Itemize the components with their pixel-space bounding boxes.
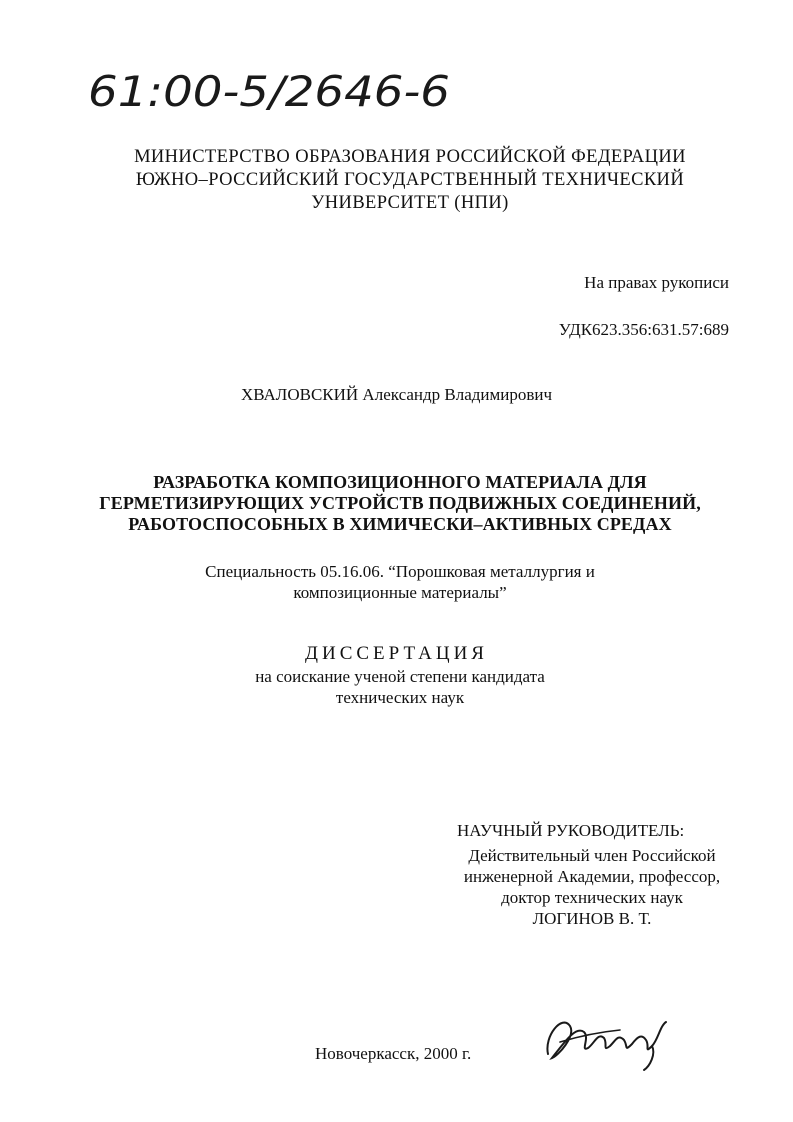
ministry-header: [80, 146, 740, 215]
signature: [540, 996, 690, 1076]
university-line: ЮЖНО–РОССИЙСКИЙ ГОСУДАРСТВЕННЫЙ ТЕХНИЧЕСКИЙ: [135, 170, 685, 190]
ministry-line: МИНИСТЕРСТВО ОБРАЗОВАНИЯ РОССИЙСКОЙ ФЕДЕРАЦИИ: [134, 147, 686, 167]
specialty-line: Специальность 05.16.06. “Порошковая металлургия и: [205, 562, 595, 581]
supervisor-details: [420, 845, 764, 929]
author-name: ХВАЛОВСКИЙ Александр Владимирович: [240, 385, 553, 404]
archive-number-text: 61:00-5/2646-6: [88, 67, 450, 116]
title-line: РАЗРАБОТКА КОМПОЗИЦИОННОГО МАТЕРИАЛА ДЛЯ: [153, 472, 647, 492]
supervisor-heading: НАУЧНЫЙ РУКОВОДИТЕЛЬ:: [457, 821, 685, 840]
degree-line: на соискание ученой степени кандидата: [255, 667, 545, 686]
supervisor-line: доктор технических наук: [501, 888, 683, 907]
specialty-line: композиционные материалы”: [293, 583, 507, 602]
city-year: Новочеркасск, 2000 г.: [315, 1044, 472, 1063]
degree-description: [150, 666, 650, 708]
specialty: [90, 561, 710, 603]
manuscript-rights: На правах рукописи: [584, 273, 729, 292]
supervisor-name: ЛОГИНОВ В. Т.: [532, 909, 652, 928]
title-line: ГЕРМЕТИЗИРУЮЩИХ УСТРОЙСТВ ПОДВИЖНЫХ СОЕДИНЕНИЙ,: [99, 493, 701, 513]
dissertation-heading: ДИССЕРТАЦИЯ: [305, 643, 488, 664]
university-line-2: УНИВЕРСИТЕТ (НПИ): [311, 193, 509, 213]
degree-line: технических наук: [335, 688, 465, 707]
udk-code: УДК623.356:631.57:689: [558, 320, 729, 339]
supervisor-line: инженерной Академии, профессор,: [463, 867, 721, 886]
dissertation-title: [60, 472, 740, 535]
supervisor-line: Действительный член Российской: [468, 846, 716, 865]
title-line: РАБОТОСПОСОБНЫХ В ХИМИЧЕСКИ–АКТИВНЫХ СРЕДАХ: [128, 514, 672, 534]
archive-number-handwritten: [86, 62, 456, 122]
